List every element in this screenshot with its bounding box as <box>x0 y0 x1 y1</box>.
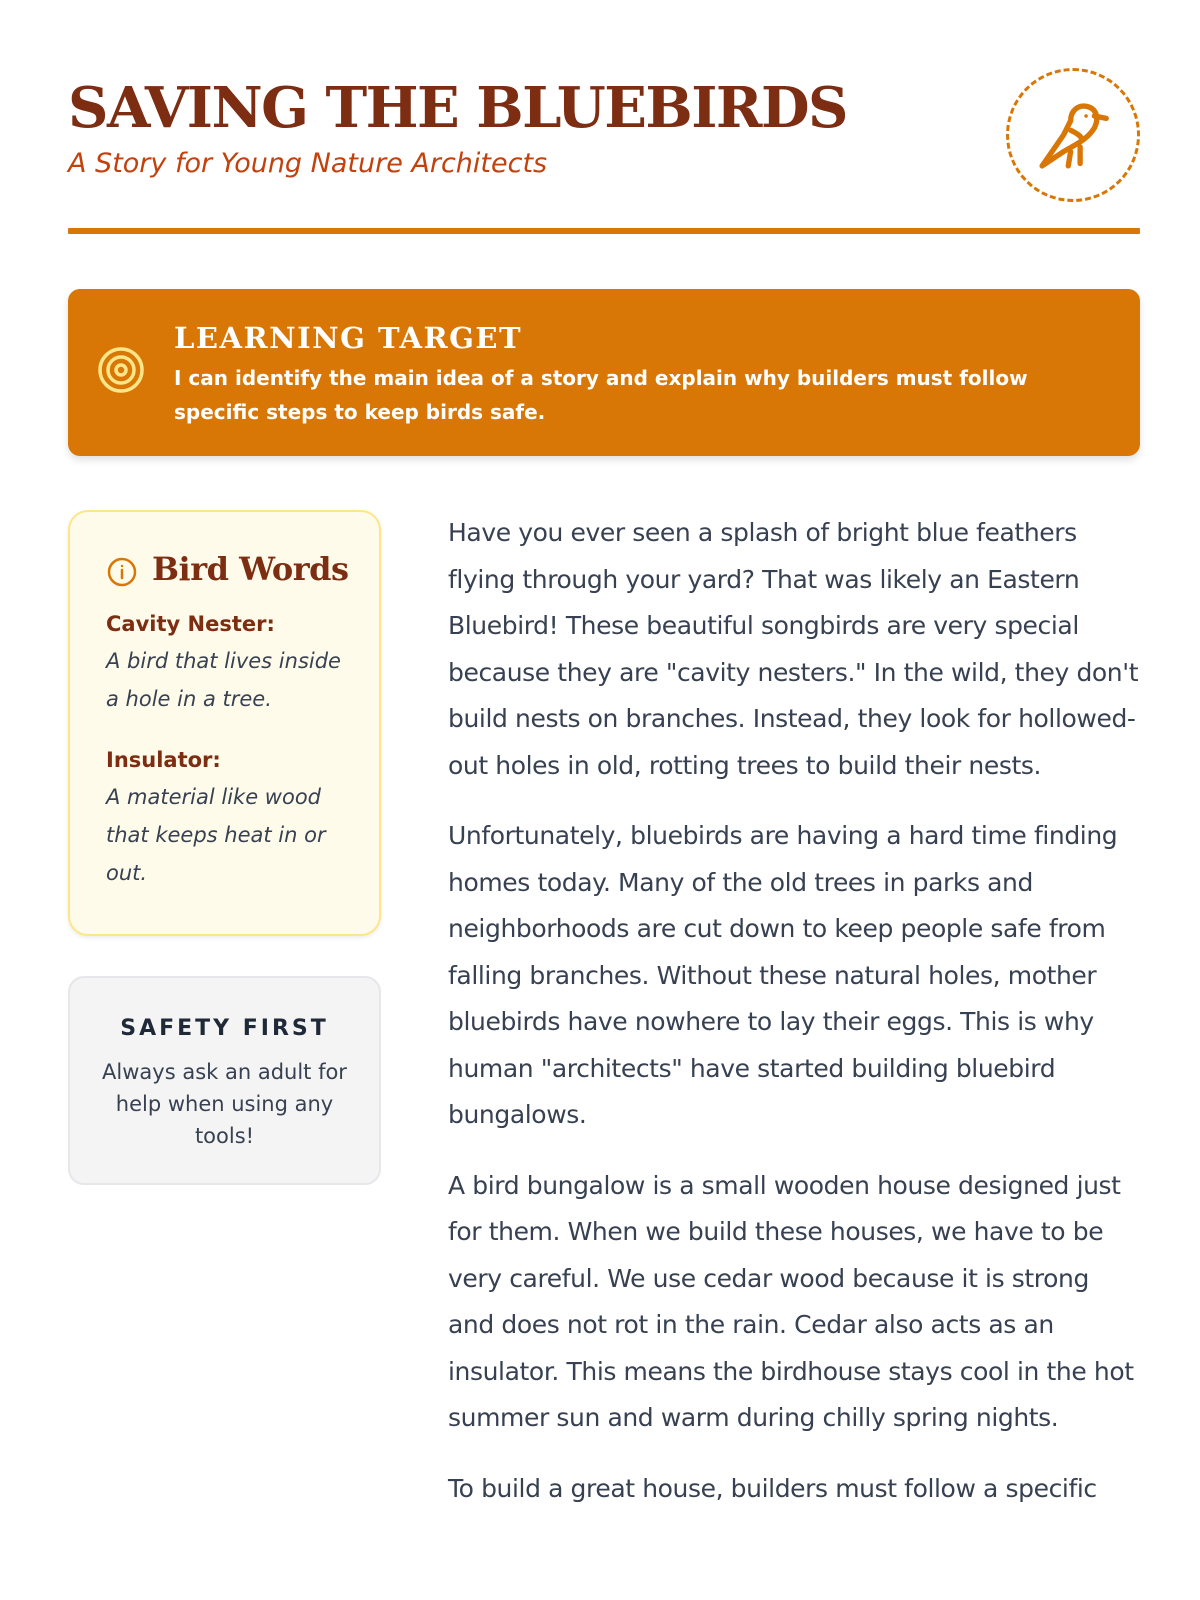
story-paragraph: A bird bungalow is a small wooden house designed just for them. When we build these houses, we have to be very careful. We use cedar wood because it is strong and does not rot in the rain. Cedar also acts as an insulator. This means the birdhouse stays cool in the hot summer sun and warm during chilly spring nights. <box>448 1170 1134 1432</box>
logo-badge <box>1006 68 1140 202</box>
bird-words-heading: Bird Words <box>152 550 349 588</box>
learning-target-text: I can identify the main idea of a story and explain why builders must follow specific steps to keep birds safe. <box>174 366 1028 424</box>
definition-insulator: A material like wood that keeps heat in or out. <box>106 785 326 885</box>
bird-icon <box>1035 97 1111 173</box>
safety-heading: SAFETY FIRST <box>120 1016 329 1041</box>
page <box>68 0 1140 1600</box>
info-icon <box>106 556 138 588</box>
term-insulator: Insulator: <box>106 748 221 772</box>
header <box>68 70 1140 210</box>
story-paragraph: Unfortunately, bluebirds are having a hard time finding homes today. Many of the old trees in parks and neighborhoods are cut down to keep people safe from falling branches. Without these natural holes, mother bluebirds have nowhere to lay their eggs. This is why human "architects" have started building bluebird bungalows. <box>448 821 1118 1129</box>
bird-words-card <box>68 510 381 936</box>
page-title: SAVING THE BLUEBIRDS <box>68 75 847 141</box>
learning-target-banner <box>68 289 1140 456</box>
header-divider <box>68 228 1140 234</box>
term-cavity-nester: Cavity Nester: <box>106 612 275 636</box>
safety-first-card <box>68 976 381 1185</box>
page-subtitle: A Story for Young Nature Architects <box>68 148 548 179</box>
story-body <box>448 510 1140 1536</box>
story-paragraph: To build a great house, builders must follow a specific <box>448 1473 1097 1503</box>
learning-target-heading: LEARNING TARGET <box>174 321 523 355</box>
safety-text: Always ask an adult for help when using any tools! <box>102 1060 347 1148</box>
target-icon <box>96 345 146 395</box>
definition-cavity-nester: A bird that lives inside a hole in a tree. <box>106 649 341 711</box>
story-paragraph: Have you ever seen a splash of bright blue feathers flying through your yard? That was likely an Eastern Bluebird! These beautiful songbirds are very special because they are "cavity nesters." In the wild, they don't build nests on branches. Instead, they look for hollowed-out holes in old, rotting trees to build their nests. <box>448 518 1139 780</box>
